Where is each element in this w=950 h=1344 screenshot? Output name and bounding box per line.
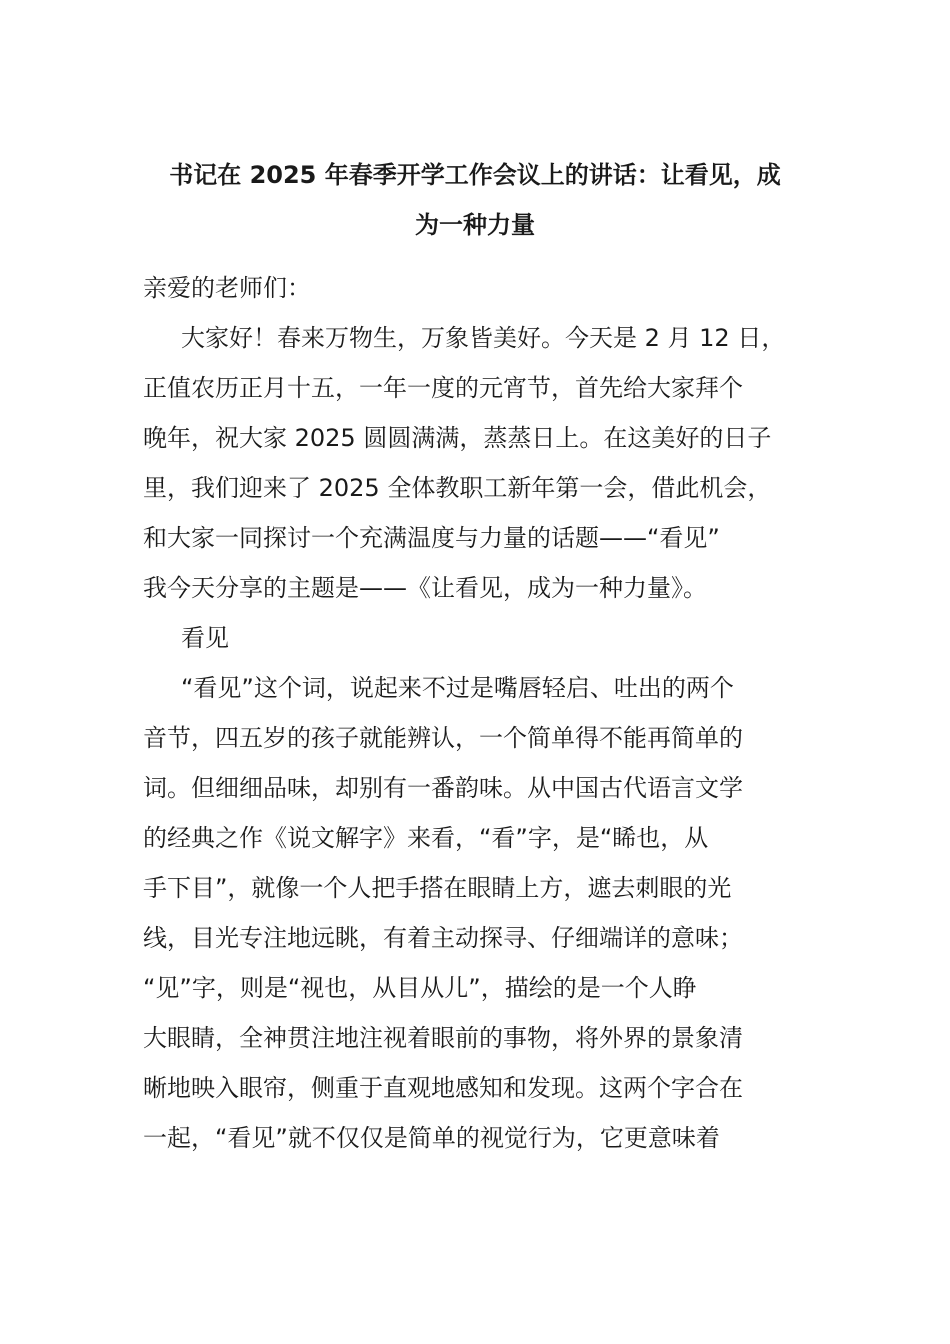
document-title-line-2: 为一种力量 [415, 211, 535, 239]
paragraph-line: 手下目”，就像一个人把手搭在眼睛上方，遮去刺眼的光 [143, 874, 732, 902]
paragraph-line: 一起，“看见”就不仅仅是简单的视觉行为，它更意味着 [143, 1124, 720, 1152]
paragraph-line: 音节，四五岁的孩子就能辨认，一个简单得不能再简单的 [143, 724, 743, 752]
paragraph-line: 晚年，祝大家 2025 圆圆满满，蒸蒸日上。在这美好的日子 [143, 424, 772, 452]
salutation: 亲爱的老师们： [143, 274, 311, 302]
paragraph-line: 晰地映入眼帘，侧重于直观地感知和发现。这两个字合在 [143, 1074, 743, 1102]
paragraph-line: “见”字，则是“视也，从目从儿”，描绘的是一个人睁 [143, 974, 697, 1002]
paragraph-line: 的经典之作《说文解字》来看，“看”字，是“睎也，从 [143, 824, 709, 852]
paragraph-line: 线，目光专注地远眺，有着主动探寻、仔细端详的意味； [143, 924, 743, 952]
document-title-line-1: 书记在 2025 年春季开学工作会议上的讲话：让看见，成 [169, 161, 781, 189]
paragraph-line: 大家好！春来万物生，万象皆美好。今天是 2 月 12 日， [181, 324, 786, 352]
paragraph-line: “看见”这个词，说起来不过是嘴唇轻启、吐出的两个 [181, 674, 734, 702]
paragraph-line: 我今天分享的主题是——《让看见，成为一种力量》。 [143, 574, 707, 602]
paragraph-line: 词。但细细品味，却别有一番韵味。从中国古代语言文学 [143, 774, 743, 802]
paragraph-line: 和大家一同探讨一个充满温度与力量的话题——“看见” [143, 524, 720, 552]
paragraph-line: 里，我们迎来了 2025 全体教职工新年第一会，借此机会， [143, 474, 772, 502]
paragraph-line: 正值农历正月十五，一年一度的元宵节，首先给大家拜个 [143, 374, 743, 402]
section-heading: 看见 [181, 624, 229, 652]
paragraph-line: 大眼睛，全神贯注地注视着眼前的事物，将外界的景象清 [143, 1024, 743, 1052]
